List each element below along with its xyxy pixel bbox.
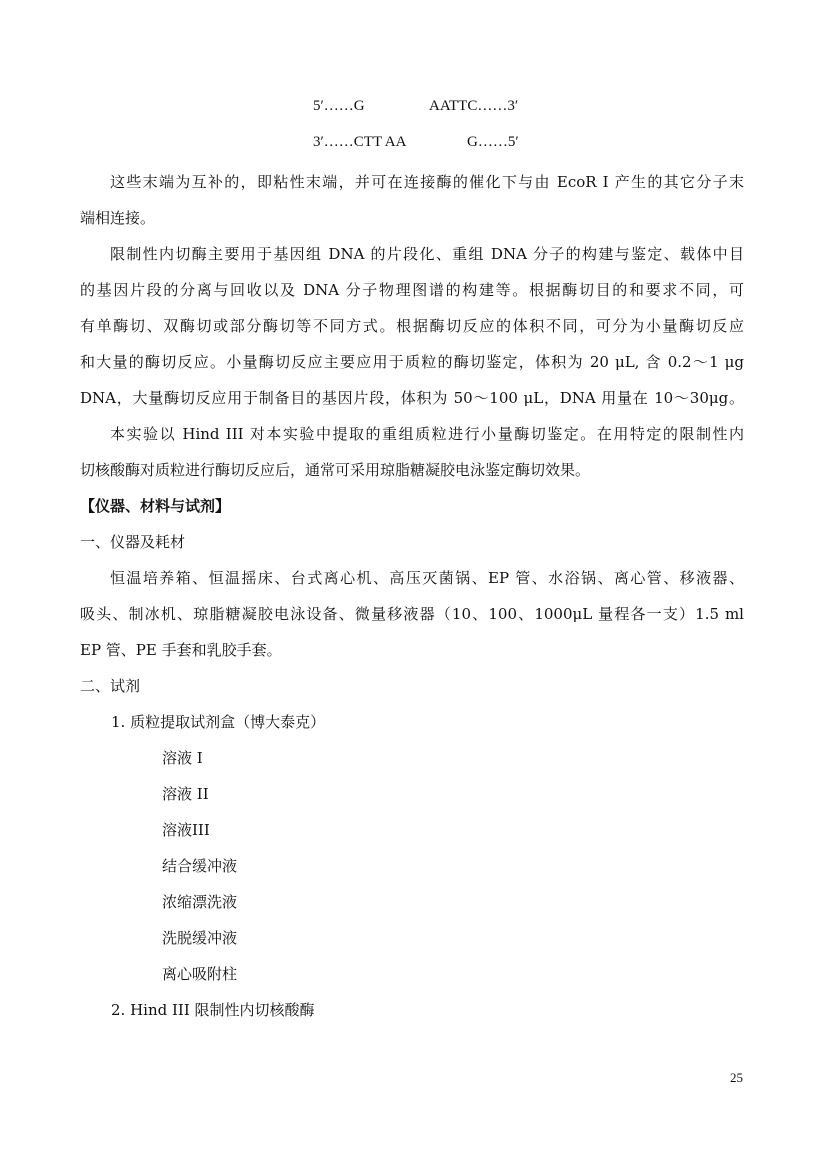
para1-line2: 端相连接。 [80, 209, 156, 227]
sub2-title: 二、试剂 [80, 677, 141, 695]
sub1-line1: 恒温培养箱、恒温摇床、台式离心机、高压灭菌锅、EP 管、水浴锅、离心管、移液器、 [110, 569, 744, 587]
para2-line1: 限制性内切酶主要用于基因组 DNA 的片段化、重组 DNA 分子的构建与鉴定、载体中目 [110, 245, 744, 263]
kit-item: 结合缓冲液 [162, 857, 238, 875]
sub2-item2: 2. Hind III 限制性内切核酸酶 [111, 1001, 315, 1019]
sub1-line3: EP 管、PE 手套和乳胶手套。 [80, 641, 282, 659]
sequence-top-left: 5′……G [313, 98, 365, 114]
para3-line1: 本实验以 Hind III 对本实验中提取的重组质粒进行小量酶切鉴定。在用特定的限制性内 [110, 425, 744, 443]
kit-item: 溶液 I [162, 749, 203, 767]
para2-line2: 的基因片段的分离与回收以及 DNA 分子物理图谱的构建等。根据酶切目的和要求不同，可 [80, 281, 744, 299]
kit-item: 离心吸附柱 [162, 965, 238, 983]
kit-item: 溶液III [162, 821, 210, 839]
sub2-item1: 1. 质粒提取试剂盒（博大泰克） [111, 713, 326, 731]
sequence-bottom-right: G……5′ [467, 134, 519, 150]
para1-line1: 这些末端为互补的，即粘性末端，并可在连接酶的催化下与由 EcoR I 产生的其它分子末 [110, 173, 744, 191]
sequence-top-right: AATTC……3′ [429, 98, 519, 114]
sub1-line2: 吸头、制冰机、琼脂糖凝胶电泳设备、微量移液器（10、100、1000μL 量程各一支）1.5 ml [80, 605, 744, 623]
sequence-bottom-left: 3′……CTT AA [313, 134, 407, 150]
para2-line3: 有单酶切、双酶切或部分酶切等不同方式。根据酶切反应的体积不同，可分为小量酶切反应 [80, 317, 744, 335]
sub1-title: 一、仪器及耗材 [80, 533, 186, 551]
para3-line2: 切核酸酶对质粒进行酶切反应后，通常可采用琼脂糖凝胶电泳鉴定酶切效果。 [80, 461, 591, 479]
para2-line4: 和大量的酶切反应。小量酶切反应主要应用于质粒的酶切鉴定，体积为 20 μL, 含 0.2～1 μg [80, 353, 744, 371]
kit-item: 溶液 II [162, 785, 209, 803]
section-heading: 【仪器、材料与试剂】 [80, 497, 231, 515]
para2-line5: DNA，大量酶切反应用于制备目的基因片段，体积为 50～100 μL，DNA 用量在 10～30μg。 [80, 389, 744, 407]
kit-item: 洗脱缓冲液 [162, 929, 238, 947]
page-number: 25 [730, 1070, 743, 1085]
kit-item: 浓缩漂洗液 [162, 893, 238, 911]
